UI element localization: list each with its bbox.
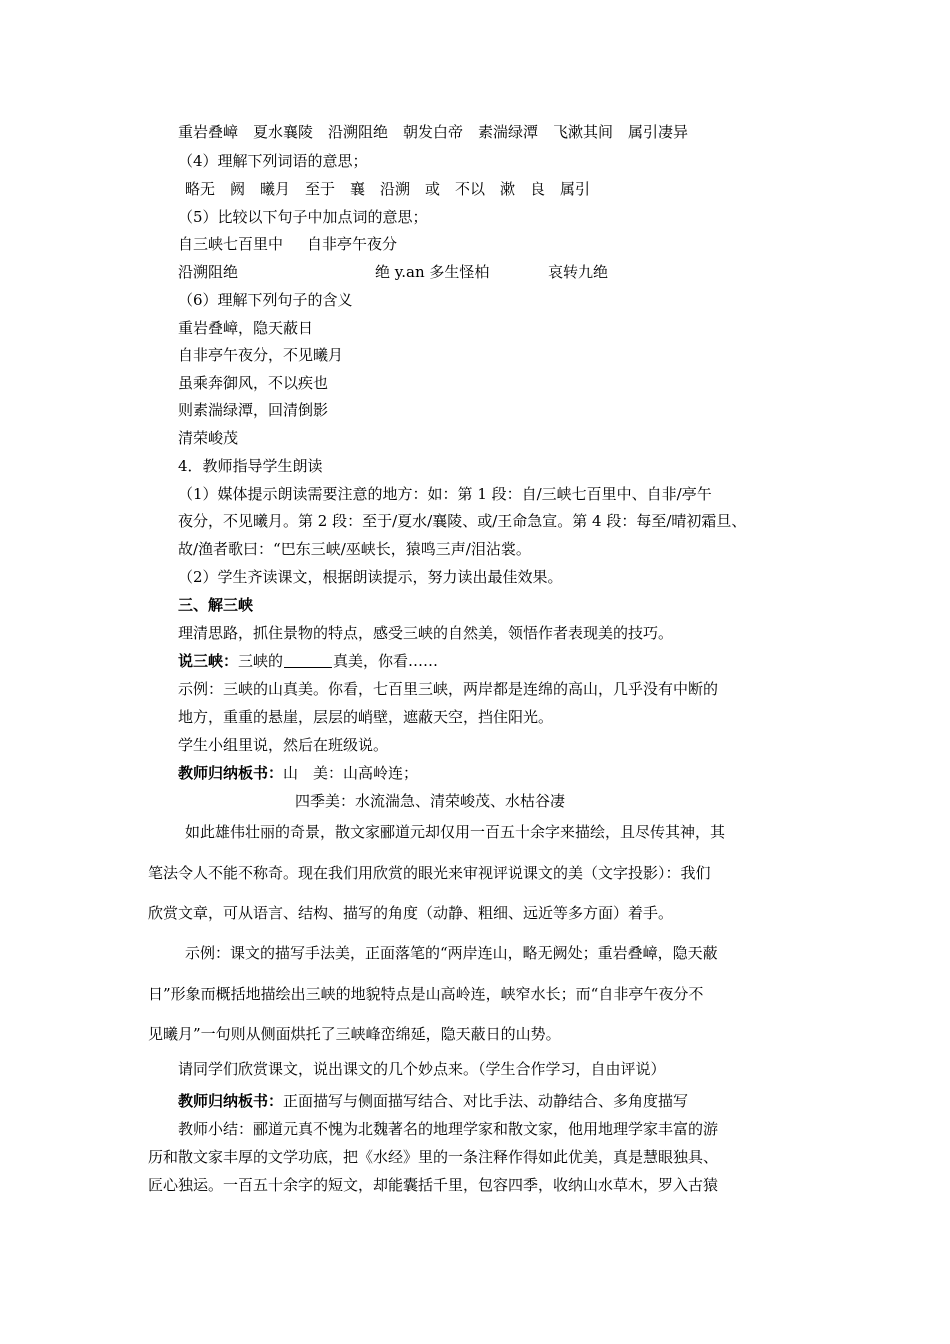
paragraph-line: 日”形象而概括地描绘出三峡的地貌特点是山高岭连，峡窄水长；而“自非亭午夜分不 bbox=[148, 985, 704, 1003]
paragraph-line: 如此雄伟壮丽的奇景，散文家郦道元却仅用一百五十余字来描绘，且尽传其神，其 bbox=[185, 823, 726, 841]
sentence-item: 虽乘奔御风，不以疾也 bbox=[178, 374, 329, 392]
say-label: 说三峡： bbox=[178, 652, 239, 670]
paragraph-line: 笔法令人不能不称奇。现在我们用欣赏的眼光来审视评说课文的美（文字投影）：我们 bbox=[148, 864, 711, 882]
section-4-heading: 4．教师指导学生朗读 bbox=[178, 457, 323, 475]
compare-line-2 bbox=[178, 262, 238, 282]
paragraph-line: 故/渔者歌曰：“巴东三峡/巫峡长，猿鸣三声/泪沾裳。 bbox=[178, 540, 531, 558]
compare-phrase: 自非亭午夜分 bbox=[307, 235, 398, 253]
compare-line-1 bbox=[178, 234, 397, 254]
say-three-gorges-line bbox=[178, 651, 438, 671]
sentence-item: 清荣峻茂 bbox=[178, 429, 239, 447]
paragraph-line: 夜分，不见曦月。第 2 段：至于/夏水/襄陵、或/王命急宣。第 4 段：每至/晴初霜旦、 bbox=[178, 512, 747, 530]
board-label: 教师归纳板书： bbox=[178, 1092, 284, 1110]
paragraph-line: （2）学生齐读课文，根据朗读提示，努力读出最佳效果。 bbox=[178, 568, 563, 586]
paragraph-line: 教师小结：郦道元真不愧为北魏著名的地理学家和散文家，他用地理学家丰富的游 bbox=[178, 1120, 719, 1138]
compare-phrase: 自三峡七百里中 bbox=[178, 235, 284, 253]
board-text: 四季美：水流湍急、清荣峻茂、水枯谷凄 bbox=[295, 792, 566, 810]
section-3-heading: 三、解三峡 bbox=[178, 596, 254, 614]
paragraph-line: 地方，重重的悬崖，层层的峭壁，遮蔽天空，挡住阳光。 bbox=[178, 708, 554, 726]
paragraph-line: 理清思路，抓住景物的特点，感受三峡的自然美，领悟作者表现美的技巧。 bbox=[178, 624, 674, 642]
compare-phrase: 绝 y.an 多生怪柏 bbox=[375, 263, 490, 281]
compare-phrase: 沿溯阻绝 bbox=[178, 263, 239, 281]
board-summary-line bbox=[178, 763, 418, 783]
word-list: 略无 阙 曦月 至于 襄 沿溯 或 不以 漱 良 属引 bbox=[185, 180, 591, 198]
sentence-item: 则素湍绿潭，回清倒影 bbox=[178, 401, 329, 419]
say-text: 真美，你看…… bbox=[333, 652, 439, 670]
paragraph-line: 匠心独运。一百五十余字的短文，却能囊括千里，包容四季，收纳山水草木，罗入古猿 bbox=[148, 1176, 719, 1194]
idiom-list: 重岩叠嶂 夏水襄陵 沿溯阻绝 朝发白帝 素湍绿潭 飞漱其间 属引凄异 bbox=[178, 123, 689, 141]
paragraph-line: （1）媒体提示朗读需要注意的地方：如：第 1 段：自/三峡七百里中、自非/亭午 bbox=[178, 485, 712, 503]
paragraph-line: 示例：三峡的山真美。你看，七百里三峡，两岸都是连绵的高山，几乎没有中断的 bbox=[178, 680, 719, 698]
task-5-heading: （5）比较以下句子中加点词的意思； bbox=[178, 208, 428, 226]
paragraph-line: 见曦月”一句则从侧面烘托了三峡峰峦绵延，隐天蔽日的山势。 bbox=[148, 1025, 561, 1043]
paragraph-line: 欣赏文章，可从语言、结构、描写的角度（动静、粗细、远近等多方面）着手。 bbox=[148, 904, 674, 922]
board-text: 正面描写与侧面描写结合、对比手法、动静结合、多角度描写 bbox=[283, 1092, 689, 1110]
say-text: 三峡的 bbox=[238, 652, 284, 670]
paragraph-line: 示例：课文的描写手法美，正面落笔的“两岸连山，略无阙处；重岩叠嶂，隐天蔽 bbox=[185, 944, 718, 962]
task-4-heading: （4）理解下列词语的意思； bbox=[178, 152, 368, 170]
paragraph-line: 学生小组里说，然后在班级说。 bbox=[178, 736, 389, 754]
board-text: 山 美：山高岭连； bbox=[283, 764, 419, 782]
sentence-item: 自非亭午夜分，不见曦月 bbox=[178, 346, 344, 364]
compare-phrase: 哀转九绝 bbox=[548, 263, 609, 281]
sentence-item: 重岩叠嶂，隐天蔽日 bbox=[178, 319, 314, 337]
task-6-heading: （6）理解下列句子的含义 bbox=[178, 291, 353, 309]
board-summary-line bbox=[178, 1091, 688, 1111]
fill-blank bbox=[284, 653, 332, 668]
board-label: 教师归纳板书： bbox=[178, 764, 284, 782]
paragraph-line: 历和散文家丰厚的文学功底，把《水经》里的一条注释作得如此优美，真是慧眼独具、 bbox=[148, 1148, 719, 1166]
paragraph-line: 请同学们欣赏课文，说出课文的几个妙点来。（学生合作学习，自由评说） bbox=[178, 1060, 666, 1078]
